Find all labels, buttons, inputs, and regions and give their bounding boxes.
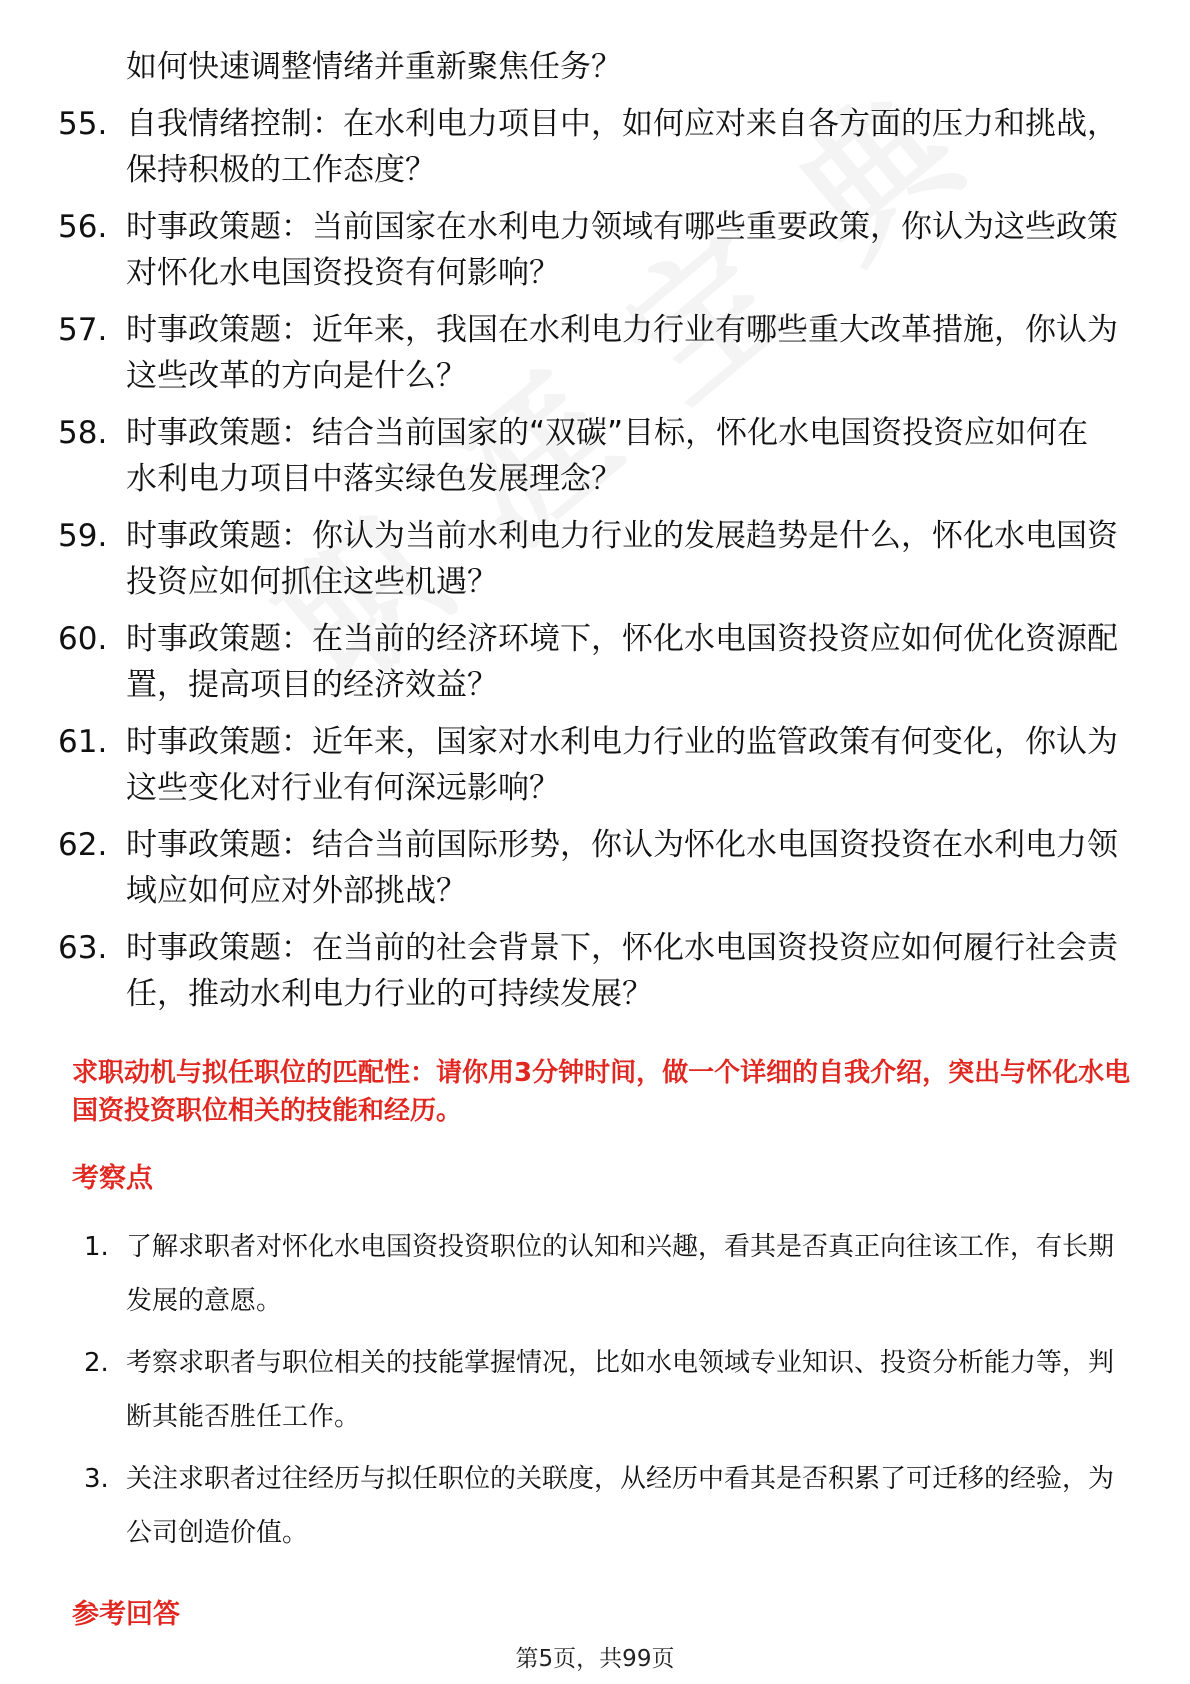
question-item-62: [58, 822, 1118, 914]
question-item-55: [58, 101, 1118, 193]
question-number: 57.: [58, 312, 108, 348]
question-number: 61.: [58, 724, 108, 760]
question-number: 56.: [58, 209, 108, 245]
question-text: 时事政策题：在当前的经济环境下，怀化水电国资投资应如何优化资源配置，提高项目的经济效益？: [126, 621, 1118, 703]
question-number: 60.: [58, 621, 108, 657]
question-continuation: [58, 44, 1118, 90]
question-number: 62.: [58, 827, 108, 863]
question-item-58: [58, 410, 1118, 502]
question-item-56: [58, 204, 1118, 296]
question-text: 时事政策题：结合当前国家的“双碳”目标，怀化水电国资投资应如何在水利电力项目中落实绿色发展理念？: [126, 415, 1089, 497]
question-item-63: [58, 925, 1118, 1017]
question-text: 时事政策题：你认为当前水利电力行业的发展趋势是什么，怀化水电国资投资应如何抓住这些机遇？: [126, 518, 1118, 600]
question-list: [58, 44, 1118, 1028]
point-number: 1.: [84, 1232, 109, 1262]
question-number: 59.: [58, 518, 108, 554]
question-continuation-text: 如何快速调整情绪并重新聚焦任务？: [126, 49, 622, 85]
question-text: 时事政策题：近年来，我国在水利电力行业有哪些重大改革措施，你认为这些改革的方向是什么？: [126, 312, 1118, 394]
examination-point-1: [84, 1220, 1124, 1328]
reference-answer-heading: 参考回答: [72, 1599, 180, 1630]
question-text: 自我情绪控制：在水利电力项目中，如何应对来自各方面的压力和挑战，保持积极的工作态度？: [126, 106, 1118, 188]
examination-point-3: [84, 1452, 1124, 1560]
question-text: 时事政策题：在当前的社会背景下，怀化水电国资投资应如何履行社会责任，推动水利电力行业的可持续发展？: [126, 930, 1118, 1012]
question-item-57: [58, 307, 1118, 399]
question-item-61: [58, 719, 1118, 811]
examination-point-2: [84, 1336, 1124, 1444]
page-footer: 第5页，共99页: [515, 1646, 675, 1672]
question-item-60: [58, 616, 1118, 708]
question-text: 时事政策题：近年来，国家对水利电力行业的监管政策有何变化，你认为这些变化对行业有何深远影响？: [126, 724, 1118, 806]
question-text: 时事政策题：结合当前国际形势，你认为怀化水电国资投资在水利电力领域应如何应对外部挑战？: [126, 827, 1118, 909]
question-item-59: [58, 513, 1118, 605]
question-number: 58.: [58, 415, 108, 451]
point-text: 了解求职者对怀化水电国资投资职位的认知和兴趣，看其是否真正向往该工作，有长期发展的意愿。: [126, 1232, 1115, 1316]
point-text: 关注求职者过往经历与拟任职位的关联度，从经历中看其是否积累了可迁移的经验，为公司创造价值。: [126, 1464, 1115, 1548]
question-number: 55.: [58, 106, 108, 142]
point-number: 3.: [84, 1464, 109, 1494]
question-number: 63.: [58, 930, 108, 966]
point-number: 2.: [84, 1348, 109, 1378]
point-text: 考察求职者与职位相关的技能掌握情况，比如水电领域专业知识、投资分析能力等，判断其能否胜任工作。: [126, 1348, 1115, 1432]
examination-points: [84, 1220, 1124, 1568]
examination-heading: 考察点: [72, 1163, 153, 1194]
highlight-question: 求职动机与拟任职位的匹配性：请你用3分钟时间，做一个详细的自我介绍，突出与怀化水电国资投资职位相关的技能和经历。: [72, 1058, 1131, 1126]
question-text: 时事政策题：当前国家在水利电力领域有哪些重要政策，你认为这些政策对怀化水电国资投资有何影响？: [126, 209, 1118, 291]
